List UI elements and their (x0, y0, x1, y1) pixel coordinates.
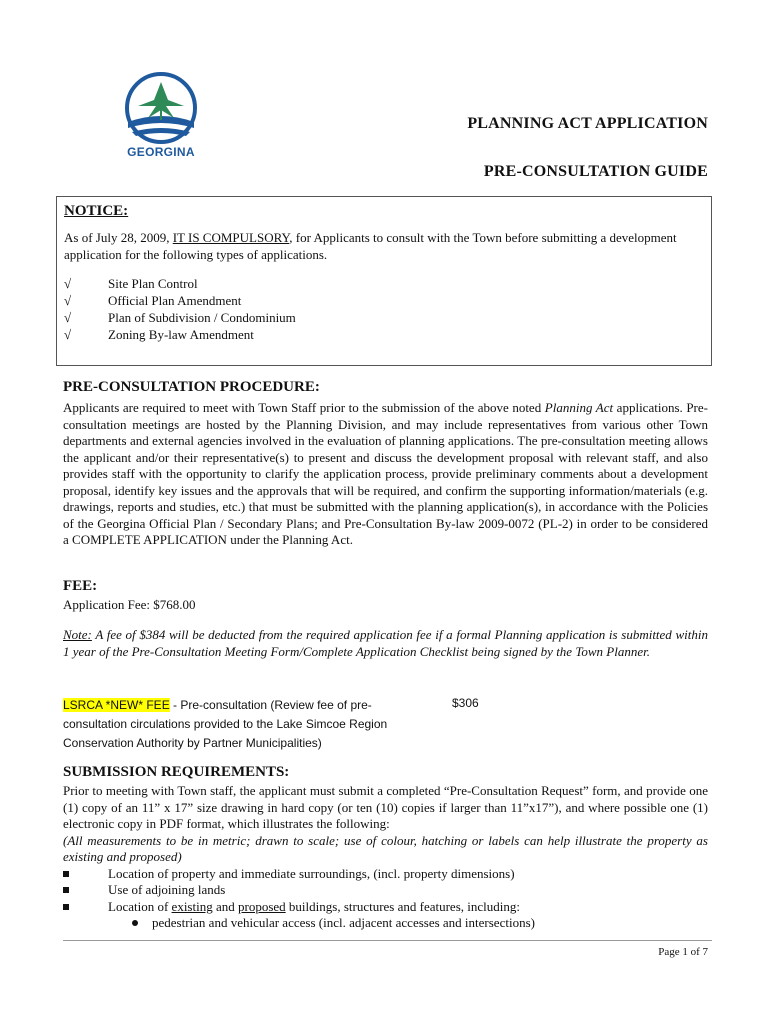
list-item-label: buildings, structures and features, including: (285, 898, 520, 914)
document-subtitle: PRE-CONSULTATION GUIDE (483, 163, 708, 180)
georgina-logo (118, 72, 204, 164)
list-item-label: Zoning By-law Amendment (108, 327, 254, 342)
list-item (63, 866, 708, 883)
submission-list (63, 866, 708, 916)
application-types-list (64, 275, 705, 343)
list-item (64, 292, 705, 309)
fee-heading: FEE: (63, 578, 98, 594)
procedure-text (63, 400, 708, 549)
procedure-italic: Planning Act (544, 400, 614, 415)
logo-text: GEORGINA (127, 145, 195, 159)
procedure-heading: PRE-CONSULTATION PROCEDURE: (63, 379, 320, 395)
procedure-text-part: applications. Pre-consultation meetings are hosted by the Planning Division, and may include representatives from various other Town departments and external agencies involved in the evaluation of planning applications. The pre-consultation meeting allows the applicant and/or their representative(s) to present and discuss the development proposal with relevant staff, and also provides staff with the opportunity to clarify the application process, provide preliminary comments about a development proposal, identify key issues and the approvals that will be required, and confirm the supporting information/materials (e.g. drawings, reports and studies, etc.) that must be submitted with the planning application(s), in accordance with the Policies of the Georgina Official Plan / Secondary Plans; and Pre-Consultation By-law 2009-0072 (PL-2) in order to be considered a COMPLETE APPLICATION under the Planning Act. (63, 400, 708, 547)
note-label: Note: (63, 626, 92, 642)
list-item (64, 275, 705, 292)
submission-italic-note: (All measurements to be in metric; drawn to scale; use of colour, hatching or labels can help illustrate the property as existing and proposed) (63, 832, 708, 864)
note-text: A fee of $384 will be deducted from the required application fee if a formal Planning application is submitted within 1 year of the Pre-Consultation Meeting Form/Complete Application Checklist being signed by the Town Planner. (63, 626, 708, 659)
notice-box (56, 196, 712, 366)
submission-heading: SUBMISSION REQUIREMENTS: (63, 764, 290, 780)
logo-emblem-icon (118, 72, 204, 144)
check-icon: √ (64, 310, 72, 325)
submission-sub-list (63, 915, 708, 932)
page-number: Page 1 of 7 (658, 946, 708, 958)
bullet-dot-icon (132, 920, 138, 926)
list-item-label: pedestrian and vehicular access (incl. adjacent accesses and intersections) (152, 915, 535, 930)
lsrca-text: - Pre-consultation (Review fee of pre-consultation circulations provided to the Lake Simcoe Region Conservation Authority by Partner Municipalities) (63, 698, 388, 750)
check-icon: √ (64, 293, 72, 308)
submission-text: Prior to meeting with Town staff, the applicant must submit a completed “Pre-Consultation Request” form, and provide one (1) copy of an 11” x 17” size drawing in hard copy (or ten (10) copies if larger than 11”x17”), and where possible one (1) electronic copy in PDF format, which illustrates the following: (63, 783, 708, 831)
list-item-label: Site Plan Control (108, 276, 198, 291)
procedure-section (63, 379, 708, 549)
notice-text (64, 229, 705, 263)
list-item-label: Plan of Subdivision / Condominium (108, 310, 296, 325)
list-item-label: and (212, 898, 238, 914)
procedure-text-part: Applicants are required to meet with Town Staff prior to the submission of the above noted (63, 400, 545, 415)
notice-compulsory: IT IS COMPULSORY (172, 230, 290, 245)
list-item-label: Location of property and immediate surroundings, (incl. property dimensions) (108, 865, 515, 881)
lsrca-fee (63, 696, 423, 753)
check-icon: √ (64, 276, 72, 291)
list-item-label: Location of (108, 898, 172, 914)
bullet-icon (63, 904, 69, 910)
list-item (63, 915, 708, 932)
list-item-label: Official Plan Amendment (108, 293, 242, 308)
footer-divider (63, 940, 712, 941)
application-fee: Application Fee: $768.00 (63, 597, 196, 612)
list-item (64, 309, 705, 326)
list-item (63, 882, 708, 899)
notice-heading: NOTICE: (64, 203, 129, 219)
notice-text-part: As of July 28, 2009, (64, 230, 173, 245)
proposed-word: proposed (238, 898, 286, 914)
existing-word: existing (171, 898, 213, 914)
lsrca-highlight: LSRCA *NEW* FEE (63, 698, 170, 712)
notice-text-part: , for Applicants to consult with the Town before submitting a development application for the following types of applications. (64, 230, 677, 262)
submission-section (63, 764, 708, 932)
fee-section (63, 578, 708, 660)
bullet-icon (63, 887, 69, 893)
lsrca-amount: $306 (452, 696, 479, 710)
check-icon: √ (64, 327, 72, 342)
list-item (63, 899, 708, 916)
bullet-icon (63, 871, 69, 877)
document-title: PLANNING ACT APPLICATION (467, 115, 708, 132)
fee-note (63, 626, 708, 660)
list-item (64, 326, 705, 343)
list-item-label: Use of adjoining lands (108, 882, 226, 897)
